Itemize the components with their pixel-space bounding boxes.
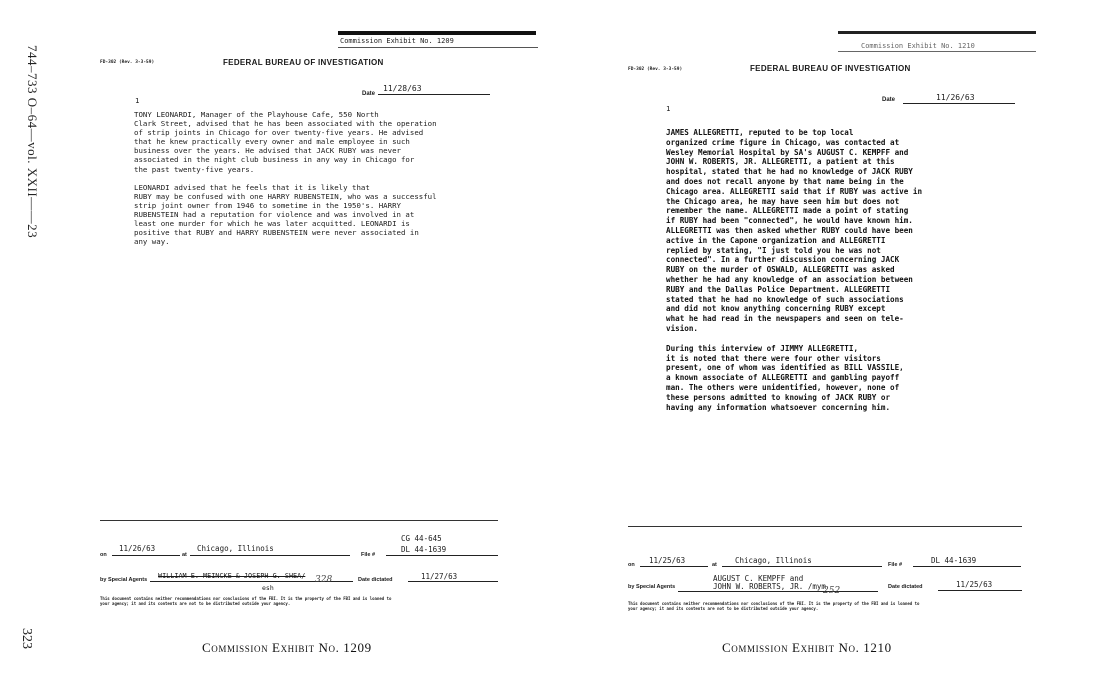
exhibit-header: Commission Exhibit No. 1210 [861,42,975,50]
file-value: DL 44-1639 [401,545,447,554]
on-label: on [628,562,635,568]
exhibit-header-bar [838,31,1036,34]
agents-value: AUGUST C. KEMPFF and [713,574,804,583]
agents-initials: esh [262,584,274,592]
bureau-title: FEDERAL BUREAU OF INVESTIGATION [750,64,911,73]
date-underline [903,103,1015,104]
on-underline [112,555,180,556]
file-label: File # [361,552,376,558]
dictated-label: Date dictated [358,577,393,583]
on-value: 11/25/63 [649,556,686,565]
on-value: 11/26/63 [119,544,156,553]
form-number: FD-302 (Rev. 3-3-59) [628,67,683,72]
volume-margin-note: 744–733 O–64—vol. XXII——23 [25,45,40,239]
page-number: 323 [19,628,34,649]
footer-rule [100,520,498,521]
at-value: Chicago, Illinois [197,544,274,553]
on-underline [640,566,708,567]
exhibit-header: Commission Exhibit No. 1209 [340,37,454,45]
handwritten-number: 252 [823,586,841,596]
date-label: Date [362,91,376,97]
footer-rule [628,526,1022,527]
fbi-disclaimer: This document contains neither recommendations nor conclusions of the FBI. It is the property of the FBI and is loaned to your agency; it and its contents are not to be distributed outside your agency. [100,596,392,606]
dictated-underline [938,590,1022,591]
exhibit-caption: Commission Exhibit No. 1210 [722,640,892,655]
report-body [666,128,1046,421]
at-value: Chicago, Illinois [735,556,812,565]
dictated-underline [408,581,498,582]
dictated-value: 11/25/63 [956,580,993,589]
exhibit-header-rule [338,47,538,48]
exhibit-caption: Commission Exhibit No. 1209 [202,640,372,655]
exhibit-1209-document [90,0,550,691]
file-value: CG 44-645 [401,534,442,543]
report-body [134,110,514,255]
date-label: Date [882,97,896,103]
date-underline [378,94,490,95]
bureau-title: FEDERAL BUREAU OF INVESTIGATION [223,58,384,67]
at-underline [722,566,882,567]
dictated-value: 11/27/63 [421,572,458,581]
exhibit-1210-document [618,0,1058,691]
fbi-disclaimer: This document contains neither recommendations nor conclusions of the FBI. It is the property of the FBI and is loaned to your agency; it and its contents are not to be distributed outside your agency. [628,601,920,611]
report-paragraph: LEONARDI advised that he feels that it is likely that RUBY may be confused with one HARRY RUBENSTEIN, who was a successful strip joint owner from 1946 to sometime in the 1950's. HARRY RUBENSTEIN had a reputation for violence and was involved in at least one murder for which he was later acquitted. LEONARDI is positive that RUBY and HARRY RUBENSTEIN were never associated in any way. [134,182,437,247]
dictated-label: Date dictated [888,584,923,590]
report-paragraph: JAMES ALLEGRETTI, reputed to be top local organized crime figure in Chicago, was contacted at Wesley Memorial Hospital by SA's AUGUST C. KEMPFF and JOHN W. ROBERTS, JR. ALLEGRETTI, a patient at this hospital, stated that he had no knowledge of JACK RUBY and does not recall anyone by that name being in the Chicago area. ALLEGRETTI said that if RUBY was active in the Chicago area, he may have seen him but does not remember the name. ALLEGRETTI made a point of stating if RUBY had been "connected", he would have known him. ALLEGRETTI was then asked whether RUBY could have been active in the Capone organization and ALLEGRETTI replied by stating, "I just told you he was not connected". In a further discussion concerning JACK RUBY on the murder of OSWALD, ALLEGRETTI was asked whether he had any knowledge of an association between RUBY and the Dallas Police Department. ALLEGRETTI stated that he had no knowledge of such associations and did not know anything concerning RUBY except what he had read in the newspapers and seen on tele- vision. [666,128,923,333]
at-label: at [182,552,187,558]
file-value: DL 44-1639 [931,556,977,565]
file-label: File # [888,562,903,568]
agents-underline [678,591,878,592]
agents-value: JOHN W. ROBERTS, JR. /mym [713,582,826,591]
page-marker: 1 [135,96,140,105]
form-number: FD-302 (Rev. 3-3-59) [100,60,155,65]
exhibit-header-bar [338,31,536,35]
at-label: at [712,562,717,568]
handwritten-number: 328 [315,575,333,585]
report-paragraph: During this interview of JIMMY ALLEGRETTI, it is noted that there were four other visitors present, one of whom was identified as BILL VASSILE, a known associate of ALLEGRETTI and gambling payoff man. The others were unidentified, however, none of these persons admitted to knowing of JACK RUBY or having any information whatsoever concerning him. [666,343,904,412]
at-underline [190,555,350,556]
exhibit-header-rule [838,51,1036,52]
on-label: on [100,552,107,558]
agents-label: by Special Agents [100,577,148,583]
date-value: 11/26/63 [936,93,975,102]
date-value: 11/28/63 [383,84,422,93]
agents-value: WILLIAM E. MEINCKE & JOSEPH G. SHEA/ [158,572,306,580]
page-marker: 1 [666,104,671,113]
agents-label: by Special Agents [628,584,676,590]
report-paragraph: TONY LEONARDI, Manager of the Playhouse Cafe, 550 North Clark Street, advised that he has been associated with the operation of strip joints in Chicago for over twenty-five years. He advised that he knew practically every owner and male employee in such business over the years. He advised that JACK RUBY was never associated in the night club business in any way in Chicago for the past twenty-five years. [134,110,437,174]
file-underline [913,566,1021,567]
file-underline [386,555,498,556]
